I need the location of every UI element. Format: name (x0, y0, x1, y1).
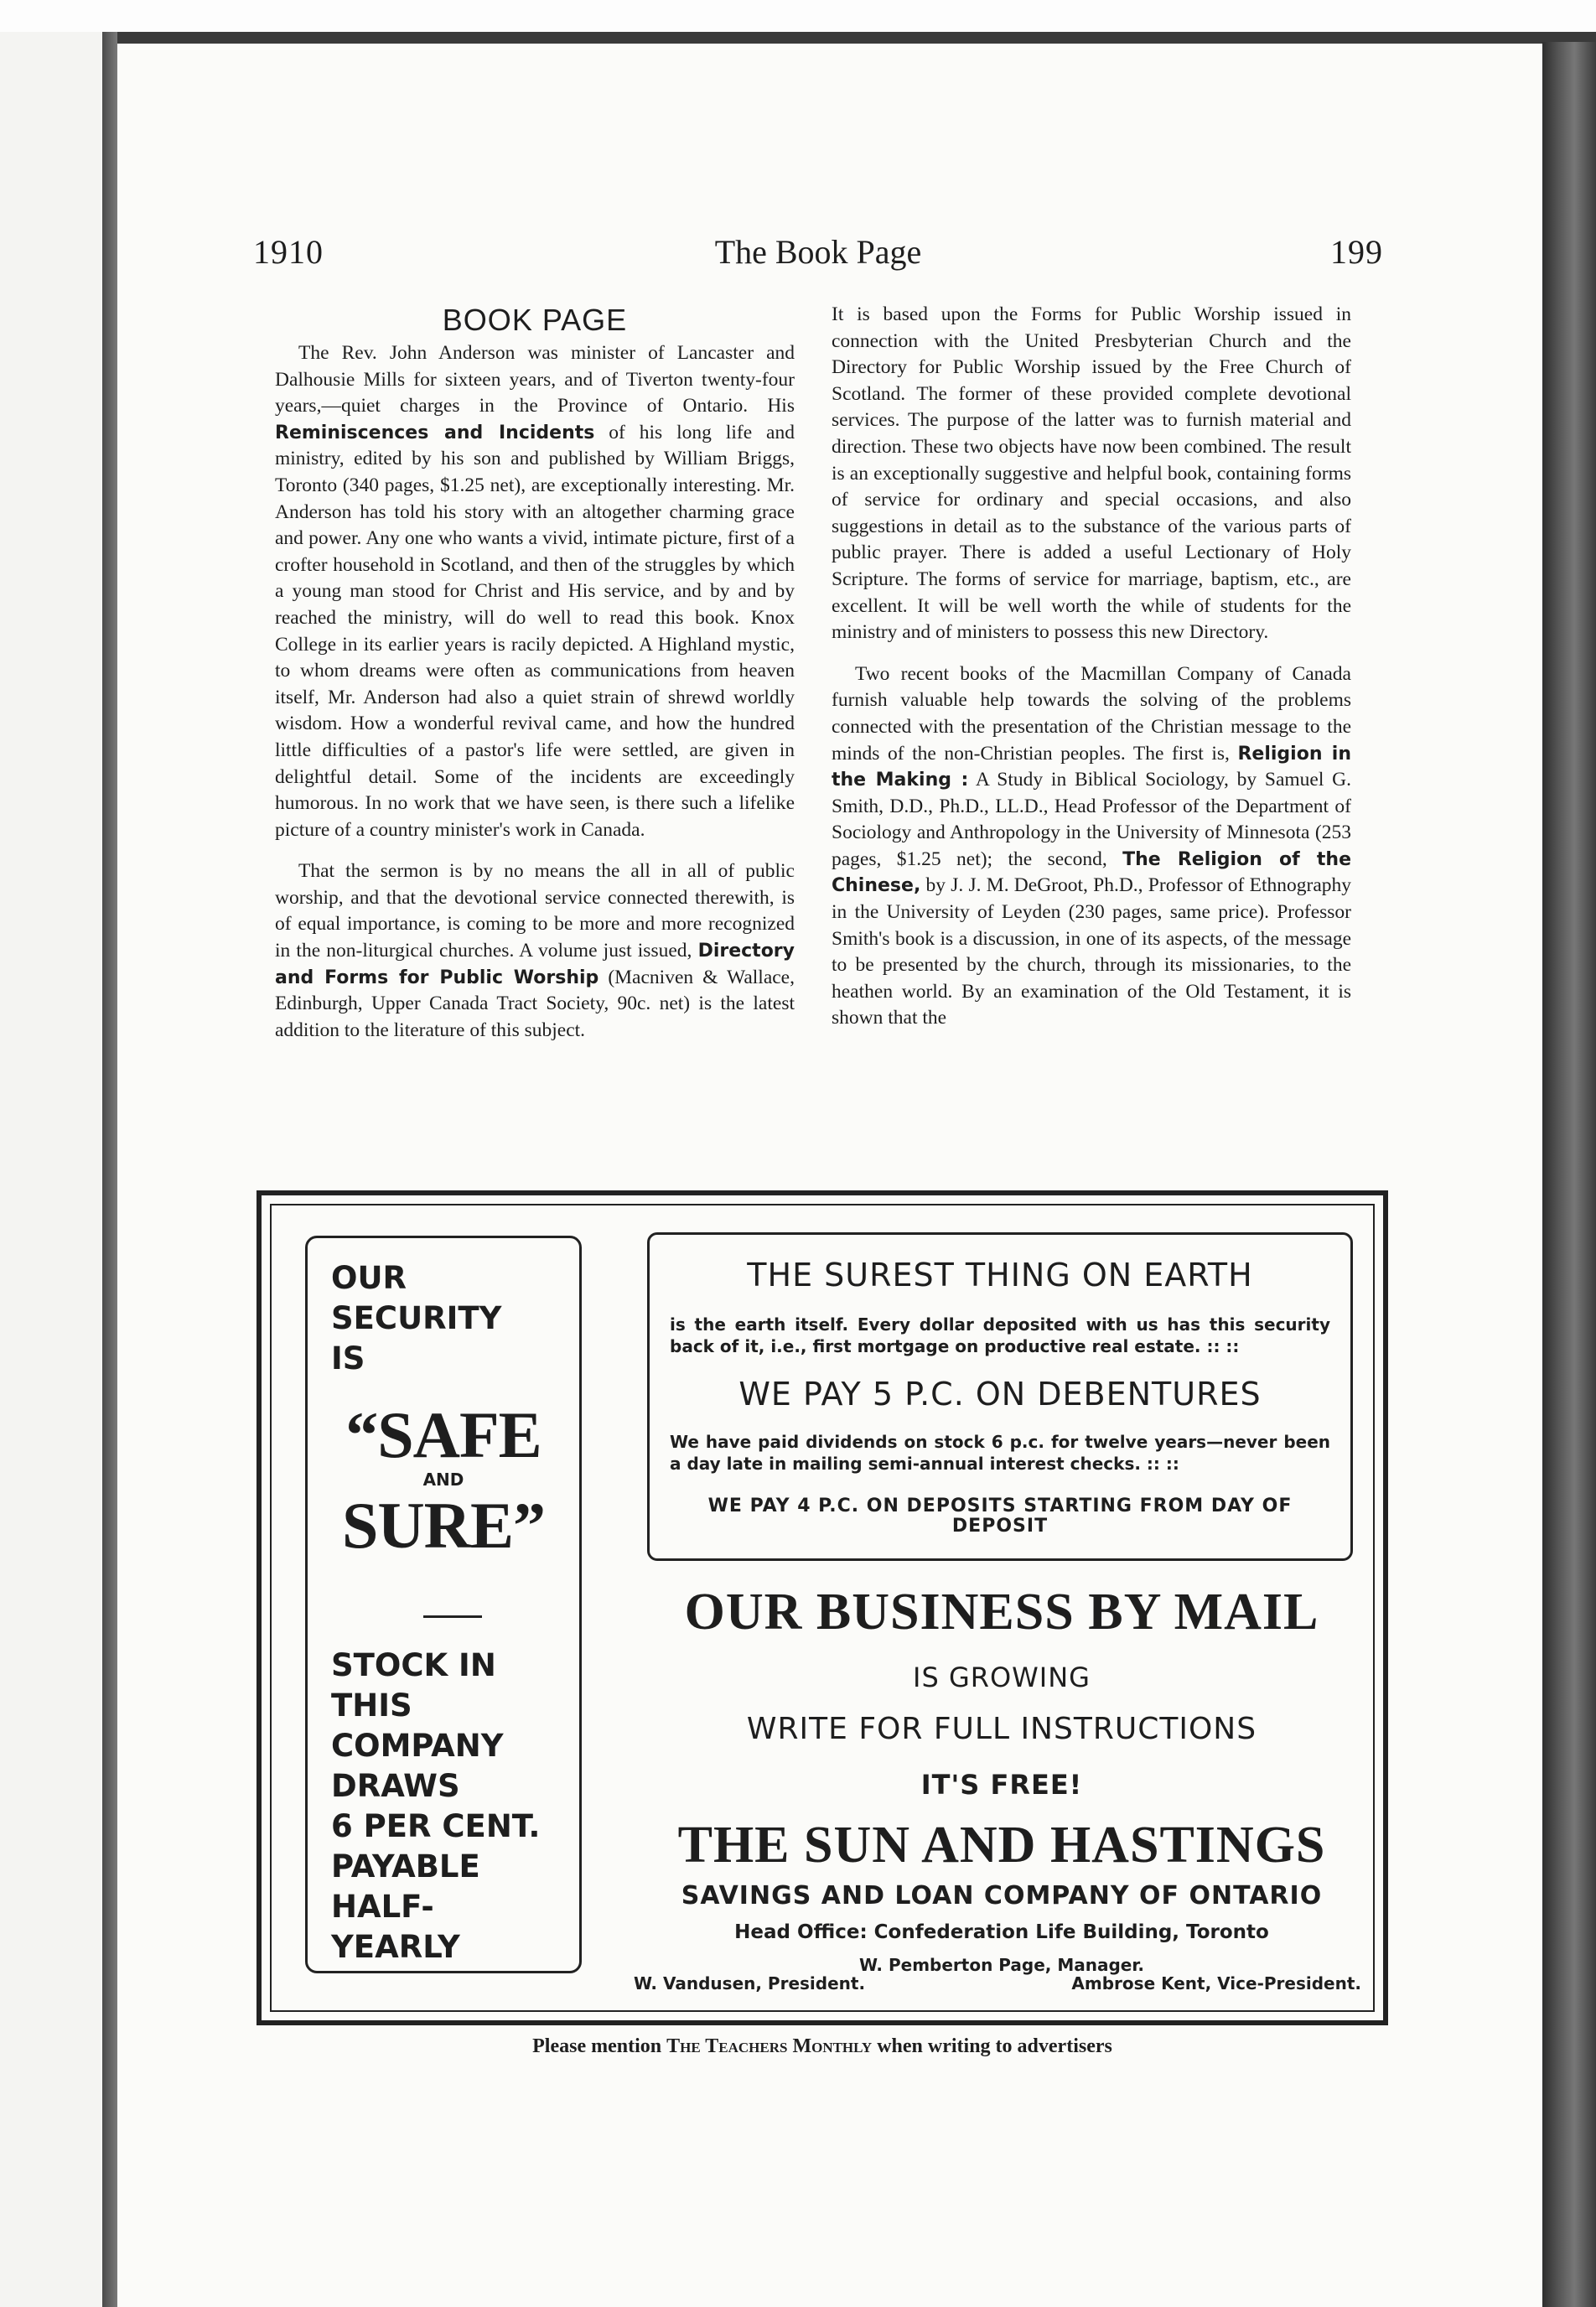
book-title: Reminiscences and Incidents (275, 422, 595, 443)
sure-text: SURE” (341, 1489, 546, 1562)
divider (423, 1615, 482, 1618)
page-number: 199 (1330, 233, 1383, 271)
left-column (275, 302, 795, 1044)
safe-text: “SAFE (345, 1398, 542, 1471)
president-text: W. Vandusen, President. (634, 1973, 866, 1993)
text-run: That the sermon is by no means the all in all of public worship, and that the devotional service connected therewith, is of equal importance, is coming to be more and more recognized in the non-liturgical churches. A volume just issued, (275, 860, 795, 962)
company-name: THE SUN AND HASTINGS (677, 1817, 1326, 1874)
advertisement (256, 1190, 1388, 2025)
stock-text: STOCK IN THIS COMPANY DRAWS 6 PER CENT. PAYABLE HALF- YEARLY (331, 1647, 541, 1965)
write-for-instructions-text: WRITE FOR FULL INSTRUCTIONS (746, 1712, 1257, 1746)
company-subtitle: SAVINGS AND LOAN COMPANY OF ONTARIO (681, 1881, 1323, 1910)
paragraph-reminiscences (275, 340, 795, 843)
paragraph-macmillan-books (832, 661, 1351, 1032)
deposits-text: WE PAY 4 P.C. ON DEPOSITS STARTING FROM DAY OF DEPOSIT (707, 1496, 1293, 1537)
book-fore-edge (1542, 42, 1596, 2307)
security-text: OUR SECURITY IS (331, 1260, 502, 1376)
dividends-text: We have paid dividends on stock 6 p.c. for twelve years—never been a day late in mailing semi-annual interest checks. :: :: (670, 1432, 1330, 1474)
and-text: AND (422, 1470, 464, 1490)
text-run: The Rev. John Anderson was minister of Lancaster and Dalhousie Mills for sixteen years, and of Tiverton twenty-four years,—quiet charges in the Province of Ontario. His (275, 342, 795, 417)
right-column (832, 302, 1351, 1032)
section-heading: BOOK PAGE (442, 303, 628, 337)
year: 1910 (253, 233, 324, 271)
footer-note (256, 2035, 1388, 2058)
head-office-text: Head Office: Confederation Life Building, Toronto (734, 1921, 1269, 1943)
page-title: The Book Page (714, 233, 922, 271)
debentures-heading: WE PAY 5 P.C. ON DEBENTURES (738, 1376, 1262, 1413)
scan-top-margin (0, 0, 1596, 32)
ad-security-box (305, 1236, 582, 1973)
book-gutter (102, 32, 117, 2307)
text-run: (Macniven & Wallace, Edinburgh, Upper Canada Tract Society, 90c. net) is the latest addition to the literature of this subject. (275, 966, 795, 1041)
officers-line (630, 1973, 1373, 1995)
magazine-name: The Teachers Monthly (666, 2035, 873, 2057)
paragraph-forms-for-worship: It is based upon the Forms for Public Worship issued in connection with the United Presbyterian Church and the Directory for Public Worship issued by the Free Church of Scotland. The former of these provided complete devotional services. The purpose of the latter was to furnish material and direction. These two objects have now been combined. The result is an exceptionally suggestive and helpful book, containing forms of service for ordinary and special occasions, and also suggestions in detail as to the substance of the various parts of public prayer. There is added a useful Lectionary of Holy Scripture. The forms of service for marriage, baptism, etc., are excellent. It will be well worth the while of students for the ministry and of ministers to possess this new Directory. (832, 303, 1351, 644)
text-run: when writing to advertisers (872, 2035, 1112, 2057)
ad-surest-thing-box (647, 1232, 1353, 1561)
book-title: The Religion of the Chinese, (832, 848, 1351, 897)
is-growing-text: IS GROWING (913, 1662, 1091, 1693)
surest-thing-text: is the earth itself. Every dollar deposited with us has this security back of it, i.e., first mortgage on productive real estate. :: :: (670, 1314, 1330, 1356)
book-title: Religion in the Making : (832, 743, 1352, 791)
text-run: of his long life and ministry, edited by his son and published by William Briggs, Toronto (340 pages, $1.25 net), are exceptionally interesting. Mr. Anderson has told his story with an altogether charming grace and power. Any one who wants a vivid, intimate picture, first of a crofter household in Scotland, and then of the struggles by which a young man stood for Christ and His service, and by and by reached the ministry, will do well to read this book. Knox College in its earlier years is racily depicted. A Highland mystic, to whom dreams were often as communications from heaven itself, Mr. Anderson had also a quiet strain of shrewd worldly wisdom. How a wonderful revival came, and how the hundred little difficulties of a pastor's life were settled, are given in delightful detail. Some of the incidents are exceedingly humorous. In no work that we have seen, is there such a lifelike picture of a country minister's work in Canada. (275, 421, 795, 841)
manager-text: W. Pemberton Page, Manager. (859, 1955, 1144, 1975)
text-run: A Study in Biblical Sociology, by Samuel G. Smith, D.D., Ph.D., LL.D., Head Professor of the Department of Sociology and Anthropology in the University of Minnesota (253 pages, $1.25 net); the second, (832, 769, 1351, 870)
vice-president-text: Ambrose Kent, Vice-President. (1071, 1973, 1361, 1993)
its-free-text: IT'S FREE! (920, 1769, 1083, 1801)
facing-page-edge (0, 32, 102, 2307)
paragraph-public-worship (275, 858, 795, 1044)
book-title: Directory and Forms for Public Worship (275, 941, 795, 988)
text-run: Two recent books of the Macmillan Company of Canada furnish valuable help towards the solving of the problems connected with the presentation of the Christian message to the minds of the non-Christian peoples. The first is, (832, 662, 1351, 765)
text-run: by J. J. M. DeGroot, Ph.D., Professor of Ethnography in the University of Leyden (230 pages, same price). Professor Smith's book is a discussion, in one of its aspects, of the message to be presented by the church, through its missionaries, to the heathen world. By an examination of the Old Testament, it is shown that the (832, 874, 1351, 1029)
business-by-mail-heading: OUR BUSINESS BY MAIL (684, 1584, 1319, 1641)
surest-thing-heading: THE SUREST THING ON EARTH (747, 1257, 1253, 1293)
text-run: Please mention (532, 2035, 667, 2057)
running-header (253, 232, 1383, 283)
